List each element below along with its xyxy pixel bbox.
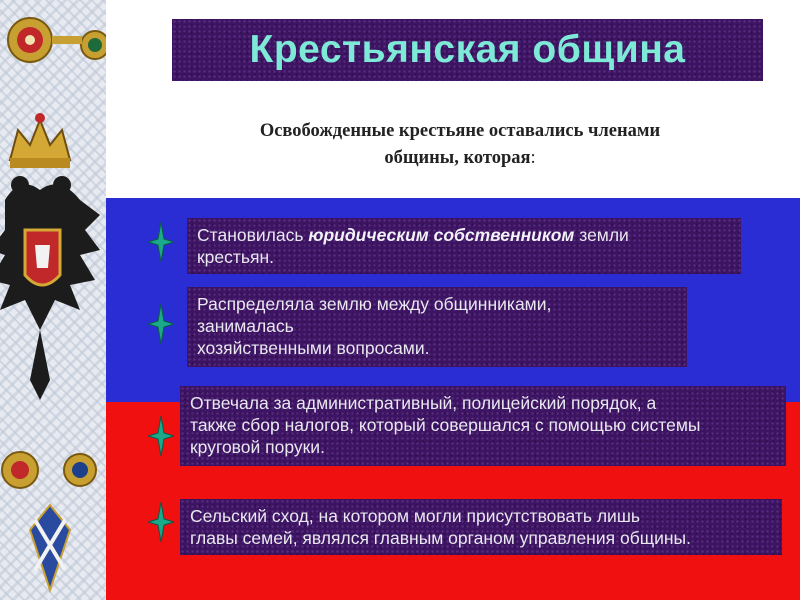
item-box-4 bbox=[180, 499, 782, 555]
item-text-2: Распределяла землю между общинниками, занималась хозяйственными вопросами. bbox=[197, 294, 552, 358]
item-box-1 bbox=[187, 218, 741, 274]
item-box-2 bbox=[187, 287, 687, 367]
four-point-star-icon bbox=[148, 502, 174, 542]
four-point-star-icon bbox=[148, 304, 174, 344]
crown-icon bbox=[10, 113, 70, 168]
shield-icon bbox=[25, 230, 60, 285]
imperial-eagle-emblem bbox=[0, 0, 106, 600]
bottom-ornament-icon bbox=[2, 452, 96, 590]
four-point-star-icon bbox=[148, 416, 174, 456]
item-box-3 bbox=[180, 386, 786, 466]
subtitle-line-2: общины, которая: bbox=[384, 148, 536, 168]
page-title: Крестьянская община bbox=[249, 28, 686, 71]
top-ornament-icon bbox=[8, 18, 106, 62]
title-box bbox=[172, 19, 763, 81]
item-text-4: Сельский сход, на котором могли присутствовать лишь главы семей, являлся главным органом управления общины. bbox=[190, 506, 691, 548]
item-1-emphasis: юридическим собственником bbox=[308, 225, 575, 245]
four-point-star-icon bbox=[148, 222, 174, 262]
item-text-3: Отвечала за административный, полицейский порядок, а также сбор налогов, который совершался с помощью системы круговой поруки. bbox=[190, 393, 701, 457]
eagle-icon bbox=[0, 176, 100, 400]
subtitle-line-1: Освобожденные крестьяне оставались членами bbox=[259, 121, 661, 141]
left-decorative-strip bbox=[0, 0, 106, 600]
item-text-1: Становилась юридическим собственником земли крестьян. bbox=[197, 225, 629, 267]
subtitle bbox=[200, 118, 720, 172]
